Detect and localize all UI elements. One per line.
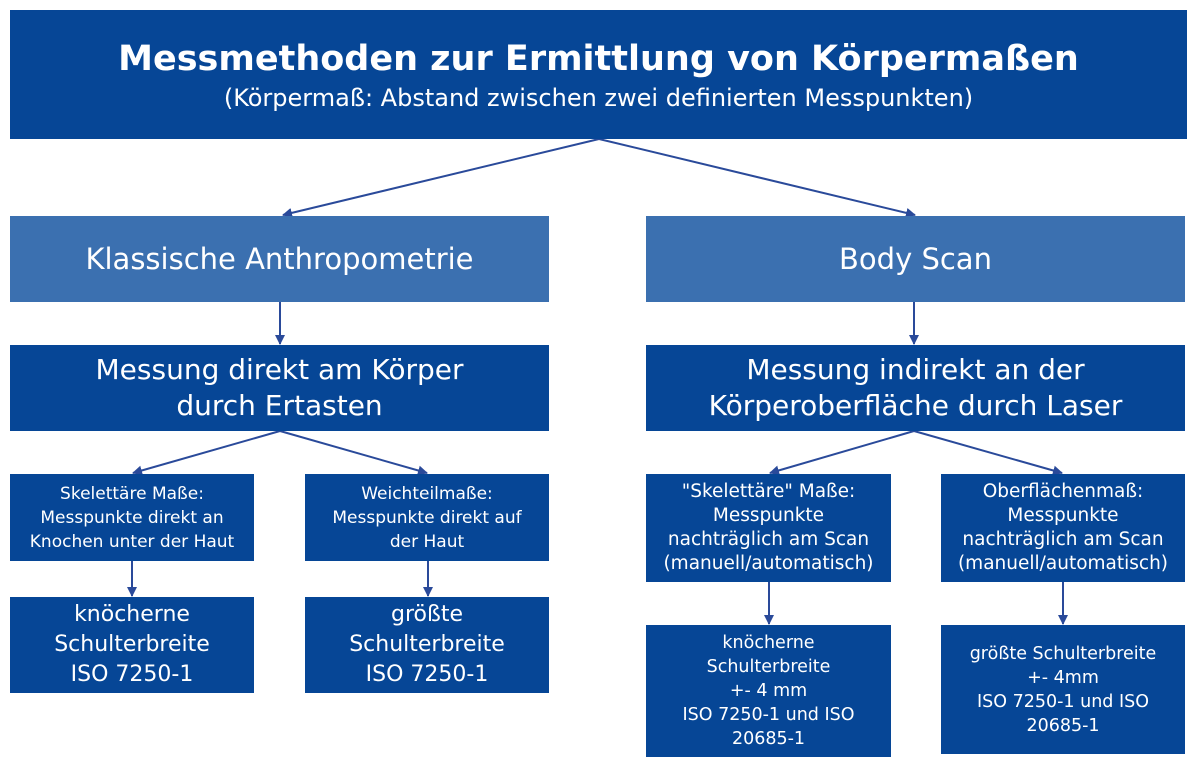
- skeletal-measures-box: [10, 474, 254, 561]
- arrow-root-to-classic: [283, 139, 599, 215]
- diagram-title: Messmethoden zur Ermittlung von Körpermaßen: [118, 38, 1079, 79]
- scan-skeletal-line-4: (manuell/automatisch): [663, 553, 874, 574]
- arrow-root-to-bodyscan: [599, 139, 915, 215]
- direct-measurement-line-1: Messung direkt am Körper: [95, 353, 464, 386]
- soft-tissue-line-3: der Haut: [389, 531, 465, 552]
- scan-bony-shoulder-line-1: knöcherne: [722, 633, 815, 653]
- scan-max-shoulder-width-box: [941, 625, 1185, 754]
- scan-skeletal-line-1: "Skelettäre" Maße:: [681, 481, 856, 502]
- direct-measurement-line-2: durch Ertasten: [176, 389, 383, 422]
- max-shoulder-line-2: Schulterbreite: [349, 632, 505, 657]
- bony-shoulder-line-3: ISO 7250-1: [70, 662, 194, 687]
- scan-max-shoulder-line-4: 20685-1: [1026, 715, 1100, 736]
- scan-bony-shoulder-line-4: ISO 7250-1 und ISO: [682, 705, 855, 725]
- scan-skeletal-measures-box: [646, 474, 891, 582]
- bony-shoulder-width-box: [10, 597, 254, 693]
- scan-bony-shoulder-width-box: [646, 625, 891, 757]
- soft-tissue-line-2: Messpunkte direkt auf: [332, 507, 522, 528]
- indirect-measurement-line-1: Messung indirekt an der: [746, 353, 1085, 386]
- scan-bony-shoulder-line-3: +- 4 mm: [729, 681, 808, 701]
- scan-bony-shoulder-line-2: Schulterbreite: [706, 657, 831, 677]
- surface-measure-line-3: nachträglich am Scan: [962, 529, 1164, 550]
- classic-anthropometry-box: [10, 216, 549, 302]
- direct-measurement-box: [10, 345, 549, 431]
- classic-anthropometry-label: Klassische Anthropometrie: [85, 242, 474, 276]
- arrow-indirect-to-skeletal-scan: [770, 431, 914, 473]
- scan-bony-shoulder-line-5: 20685-1: [731, 729, 806, 749]
- scan-skeletal-line-3: nachträglich am Scan: [667, 529, 870, 550]
- surface-measure-line-4: (manuell/automatisch): [957, 553, 1169, 574]
- soft-tissue-line-1: Weichteilmaße:: [361, 483, 493, 504]
- scan-max-shoulder-line-2: +- 4mm: [1027, 667, 1099, 688]
- root-title-box: [10, 10, 1187, 139]
- scan-max-shoulder-line-1: größte Schulterbreite: [969, 643, 1157, 664]
- surface-measure-line-2: Messpunkte: [1007, 505, 1119, 526]
- max-shoulder-line-1: größte: [390, 602, 463, 627]
- soft-tissue-measures-box: [305, 474, 549, 561]
- max-shoulder-width-box: [305, 597, 549, 693]
- scan-skeletal-line-2: Messpunkte: [712, 505, 825, 526]
- bony-shoulder-line-1: knöcherne: [74, 602, 190, 627]
- arrow-indirect-to-surface: [914, 431, 1062, 473]
- body-scan-box: [646, 216, 1185, 302]
- arrow-direct-to-skeletal: [133, 431, 280, 473]
- indirect-measurement-box: [646, 345, 1185, 431]
- arrow-direct-to-soft: [280, 431, 427, 473]
- skeletal-measures-line-3: Knochen unter der Haut: [29, 531, 235, 552]
- diagram-subtitle: (Körpermaß: Abstand zwischen zwei definierten Messpunkten): [223, 83, 974, 112]
- bony-shoulder-line-2: Schulterbreite: [54, 632, 210, 657]
- surface-measure-box: [941, 474, 1185, 582]
- surface-measure-line-1: Oberflächenmaß:: [982, 481, 1144, 502]
- body-scan-label: Body Scan: [839, 242, 992, 276]
- skeletal-measures-line-2: Messpunkte direkt an: [40, 507, 224, 528]
- skeletal-measures-line-1: Skelettäre Maße:: [60, 483, 204, 504]
- scan-max-shoulder-line-3: ISO 7250-1 und ISO: [976, 691, 1150, 712]
- indirect-measurement-line-2: Körperoberfläche durch Laser: [708, 389, 1123, 422]
- max-shoulder-line-3: ISO 7250-1: [365, 662, 489, 687]
